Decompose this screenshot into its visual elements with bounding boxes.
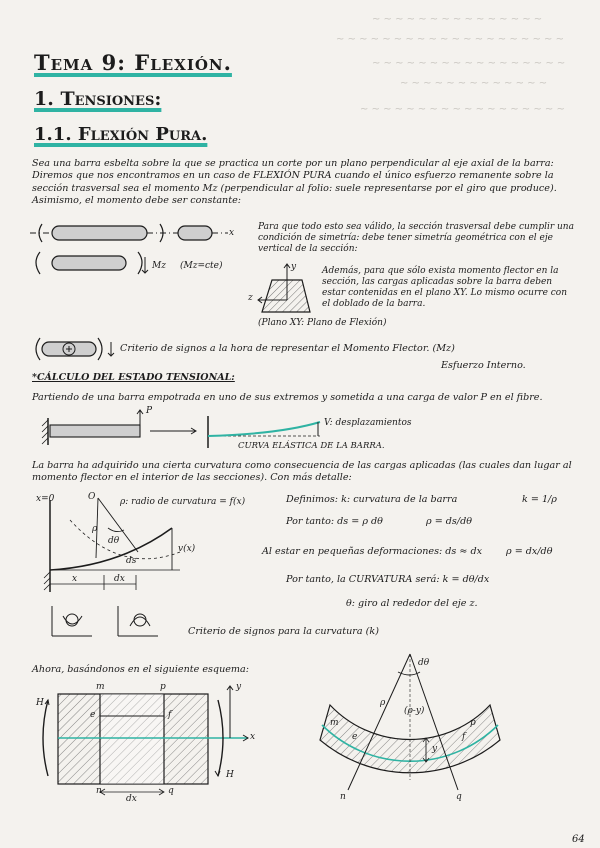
- point-f-label: f: [168, 710, 172, 720]
- center-o-label: O: [88, 492, 96, 502]
- sector-p-label: p: [470, 718, 476, 728]
- sector-rho-minus-y-label: (ρ-y): [404, 706, 425, 716]
- rho-dx: ρ = dx/dθ: [506, 546, 553, 557]
- elastic-curve-label: CURVA ELÁSTICA DE LA BARRA.: [238, 441, 385, 451]
- ademas-paragraph: Además, para que sólo exista momento flector en la sección, las cargas aplicadas sobre la barra deben estar contenidas en el plano XY. Lo mismo ocurre con el doblado de la barra.: [322, 266, 568, 309]
- mz-label: Mz: [152, 261, 166, 271]
- bleed-through-text: ~ ~ ~ ~ ~ ~ ~ ~ ~ ~ ~ ~ ~ ~ ~ ~ ~: [372, 58, 566, 69]
- radius-label: ρ: radio de curvatura = f(x): [120, 497, 246, 507]
- ds-relation: Por tanto: ds = ρ dθ: [286, 516, 383, 527]
- section-y-label: y: [291, 262, 297, 272]
- bleed-through-text: ~ ~ ~ ~ ~ ~ ~ ~ ~ ~ ~ ~ ~ ~ ~ ~ ~ ~: [360, 104, 565, 115]
- point-p-label: p: [160, 682, 166, 692]
- partiendo-paragraph: Partiendo de una barra empotrada en uno de sus extremos y sometida a una carga de valor P en el fibre.: [32, 392, 543, 403]
- dx-label: dx: [114, 574, 125, 584]
- moment-sign-criterion: Criterio de signos a la hora de representar el Momento Flector. (Mz): [120, 343, 455, 354]
- calculo-heading: *CÁLCULO DEL ESTADO TENSIONAL:: [32, 372, 235, 383]
- sector-e-label: e: [352, 732, 358, 742]
- subsection-title-flexion-pura: 1.1. Flexión Pura.: [34, 124, 208, 145]
- ds-label: ds: [126, 556, 137, 566]
- bleed-through-text: ~ ~ ~ ~ ~ ~ ~ ~ ~ ~ ~ ~ ~ ~ ~ ~ ~ ~ ~ ~: [336, 34, 564, 45]
- v-label: v(x): [178, 544, 196, 554]
- x-zero-label: x=0: [36, 494, 55, 504]
- curvature-paragraph: La barra ha adquirido una cierta curvatura como consecuencia de las cargas aplicadas (las cuales dan lugar al momento flector en el interior de las secciones). Con más detalle:: [32, 460, 572, 484]
- sector-f-label: f: [462, 732, 466, 742]
- bleed-through-text: ~ ~ ~ ~ ~ ~ ~ ~ ~ ~ ~ ~ ~: [400, 78, 548, 89]
- load-p-label: P: [146, 406, 153, 416]
- section-z-label: z: [248, 293, 253, 303]
- x-label: x: [72, 574, 78, 584]
- ahora-paragraph: Ahora, basándonos en el siguiente esquema:: [32, 664, 249, 675]
- element-y-label: y: [236, 682, 242, 692]
- displacement-label: V: desplazamientos: [324, 418, 412, 428]
- element-x-label: x: [250, 732, 256, 742]
- section-title-tensiones: 1. Tensiones:: [34, 88, 162, 110]
- x-axis-label: x: [229, 228, 235, 238]
- internal-force-label: Esfuerzo Interno.: [441, 360, 526, 371]
- plane-caption: (Plano XY: Plano de Flexión): [258, 318, 387, 328]
- moment-h-right-label: H: [226, 770, 234, 780]
- theta-description: θ: giro al rededor del eje z.: [346, 598, 478, 609]
- k-definition: k = 1/ρ: [522, 494, 557, 505]
- intro-paragraph: Sea una barra esbelta sobre la que se practica un corte por un plano perpendicular al eje axial de la barra: Diremos que nos encontramos en un caso de FLEXIÓN PURA cuando el único esfuerzo remanente sobre la sección trasversal sea el momento Mz (perpendicular al folio: suele representarse por el giro que produce). Asimismo, el momento debe ser constante:: [32, 158, 557, 207]
- sector-y-label: y: [432, 744, 438, 754]
- element-dx-label: dx: [126, 794, 137, 804]
- definition-curvature: Definimos: k: curvatura de la barra: [286, 494, 458, 505]
- rho-relation: ρ = ds/dθ: [426, 516, 472, 527]
- sector-rho-label: ρ: [380, 698, 386, 708]
- point-e-label: e: [90, 710, 96, 720]
- rho-label: ρ: [92, 524, 98, 534]
- curvature-formula: Por tanto, la CURVATURA será: k = dθ/dx: [286, 574, 490, 585]
- sector-n-label: n: [340, 792, 346, 802]
- sector-q-label: q: [456, 792, 462, 802]
- moment-h-left-label: H: [36, 698, 44, 708]
- sector-m-label: m: [330, 718, 339, 728]
- page-number: 64: [572, 834, 585, 845]
- sector-dtheta-label: dθ: [418, 658, 430, 668]
- curvature-sign-criterion: Criterio de signos para la curvatura (k): [188, 626, 379, 637]
- mz-constant-label: (Mz=cte): [180, 261, 223, 271]
- page-title: Tema 9: Flexión.: [34, 50, 232, 75]
- small-deformation: Al estar en pequeñas deformaciones: ds ≈ dx: [262, 546, 483, 557]
- point-m-label: m: [96, 682, 105, 692]
- dtheta-label: dθ: [108, 536, 120, 546]
- point-q-label: q: [168, 786, 174, 796]
- point-n-label: n: [96, 786, 102, 796]
- symmetry-paragraph: Para que todo esto sea válido, la sección trasversal debe cumplir una condición de simetría: debe tener simetría geométrica con el eje vertical de la sección:: [258, 222, 574, 254]
- bleed-through-text: ~ ~ ~ ~ ~ ~ ~ ~ ~ ~ ~ ~ ~ ~ ~: [372, 14, 543, 25]
